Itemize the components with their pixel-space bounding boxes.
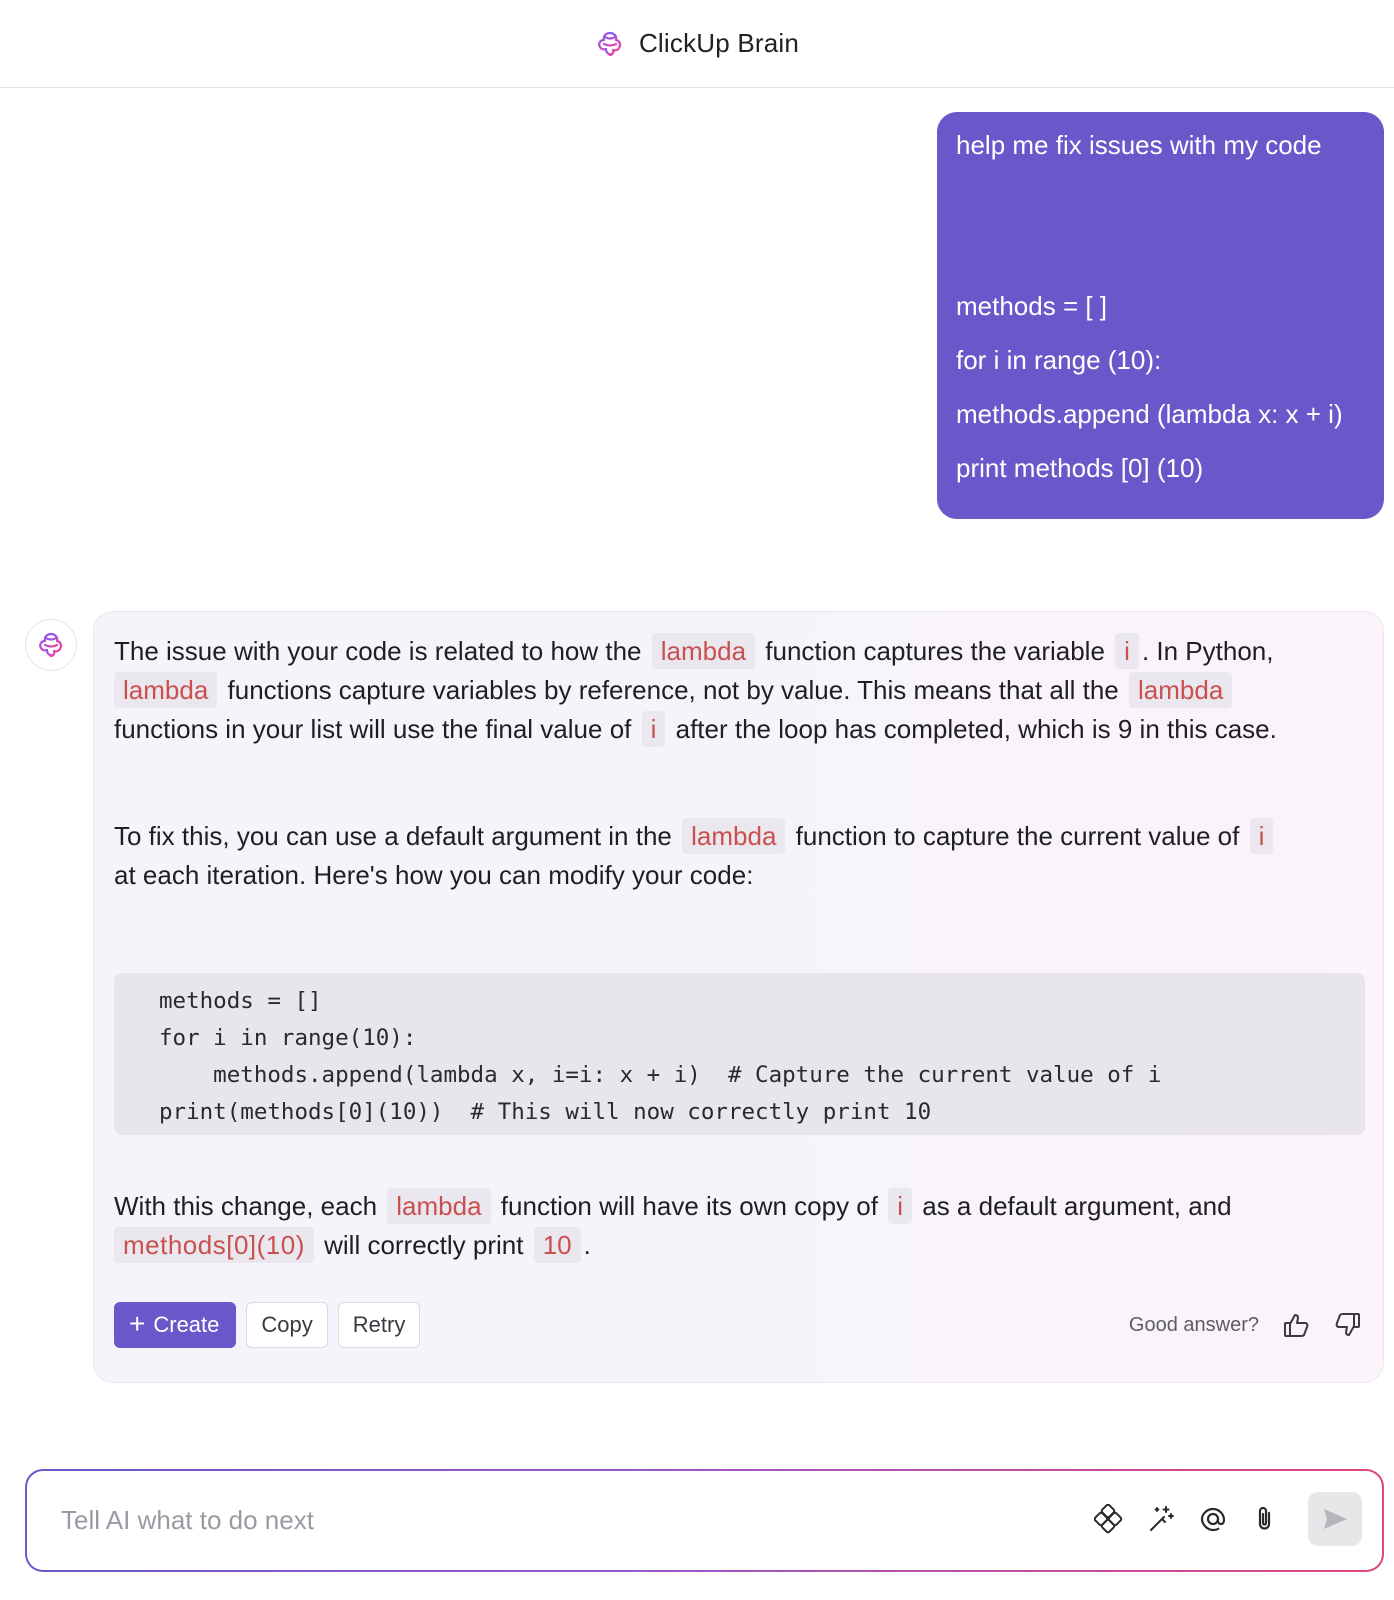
- response-actions: [114, 1302, 420, 1348]
- response-paragraph: [114, 670, 1235, 710]
- response-text: .: [583, 1230, 591, 1260]
- copy-button[interactable]: [246, 1302, 327, 1348]
- user-message-line: methods = [ ]: [956, 291, 1108, 321]
- response-text: function will have its own copy of: [500, 1191, 878, 1221]
- create-button-label: Create: [153, 1312, 220, 1337]
- inline-code: methods[0](10): [114, 1227, 314, 1263]
- apps-icon[interactable]: [1094, 1504, 1124, 1534]
- inline-code: i: [888, 1188, 912, 1224]
- response-paragraph: [114, 709, 1277, 749]
- user-message-bubble: [937, 112, 1384, 519]
- inline-code: i: [1115, 633, 1139, 669]
- user-message-line: for i in range (10):: [956, 345, 1162, 375]
- response-paragraph: [114, 631, 1273, 671]
- send-icon: [1320, 1504, 1350, 1534]
- magic-wand-icon[interactable]: [1146, 1504, 1176, 1534]
- page-title: ClickUp Brain: [638, 28, 800, 58]
- feedback: [1129, 1302, 1363, 1348]
- brain-icon: [36, 630, 66, 660]
- response-paragraph: [114, 816, 1276, 856]
- response-text: function captures the variable: [765, 636, 1105, 666]
- retry-button-label: Retry: [352, 1312, 406, 1337]
- feedback-label: Good answer?: [1128, 1313, 1259, 1336]
- brain-icon: [595, 29, 625, 59]
- inline-code: i: [1250, 818, 1274, 854]
- response-text: . In Python,: [1141, 636, 1274, 666]
- thumbs-down-icon[interactable]: [1331, 1309, 1363, 1341]
- code-block: methods = [] for i in range(10): methods.append(lambda x, i=i: x + i) # Capture the current value of i print(methods[0](10)) # This will now correctly print 10: [114, 973, 1365, 1135]
- response-text: as a default argument, and: [922, 1191, 1232, 1221]
- inline-code: lambda: [387, 1188, 490, 1224]
- prompt-input[interactable]: [61, 1493, 961, 1547]
- inline-code: lambda: [114, 672, 217, 708]
- retry-button[interactable]: [338, 1302, 421, 1348]
- header: [0, 0, 1394, 88]
- attachment-icon[interactable]: [1250, 1504, 1280, 1534]
- prompt-input-inner: [27, 1471, 1382, 1570]
- ai-avatar: [25, 619, 77, 671]
- mention-icon[interactable]: [1198, 1504, 1228, 1534]
- response-text: will correctly print: [324, 1230, 524, 1260]
- user-message-line: methods.append (lambda x: x + i): [956, 399, 1343, 429]
- response-paragraph: [114, 1186, 1232, 1226]
- user-message-line: help me fix issues with my code: [956, 130, 1322, 160]
- inline-code: 10: [534, 1227, 581, 1263]
- ai-response-card: [93, 611, 1384, 1383]
- response-text: after the loop has completed, which is 9 in this case.: [675, 714, 1277, 744]
- inline-code: lambda: [652, 633, 755, 669]
- create-button[interactable]: [114, 1302, 236, 1348]
- response-text: function to capture the current value of: [795, 821, 1240, 851]
- thumbs-up-icon[interactable]: [1281, 1309, 1313, 1341]
- copy-button-label: Copy: [261, 1312, 313, 1337]
- response-text: The issue with your code is related to how the: [114, 636, 642, 666]
- response-text: To fix this, you can use a default argument in the: [114, 821, 672, 851]
- send-button[interactable]: [1308, 1492, 1362, 1546]
- input-toolbar: [1094, 1492, 1362, 1546]
- prompt-input-container: [25, 1469, 1384, 1572]
- inline-code: lambda: [1129, 672, 1232, 708]
- plus-icon: +: [129, 1308, 146, 1339]
- user-message-line: print methods [0] (10): [956, 453, 1204, 483]
- response-text: With this change, each: [114, 1191, 378, 1221]
- response-paragraph: [114, 1225, 591, 1265]
- inline-code: i: [642, 711, 666, 747]
- response-text: at each iteration. Here's how you can modify your code:: [114, 860, 754, 890]
- response-paragraph: [114, 855, 753, 895]
- response-text: functions in your list will use the final value of: [114, 714, 632, 744]
- response-text: functions capture variables by reference, not by value. This means that all the: [227, 675, 1119, 705]
- inline-code: lambda: [682, 818, 785, 854]
